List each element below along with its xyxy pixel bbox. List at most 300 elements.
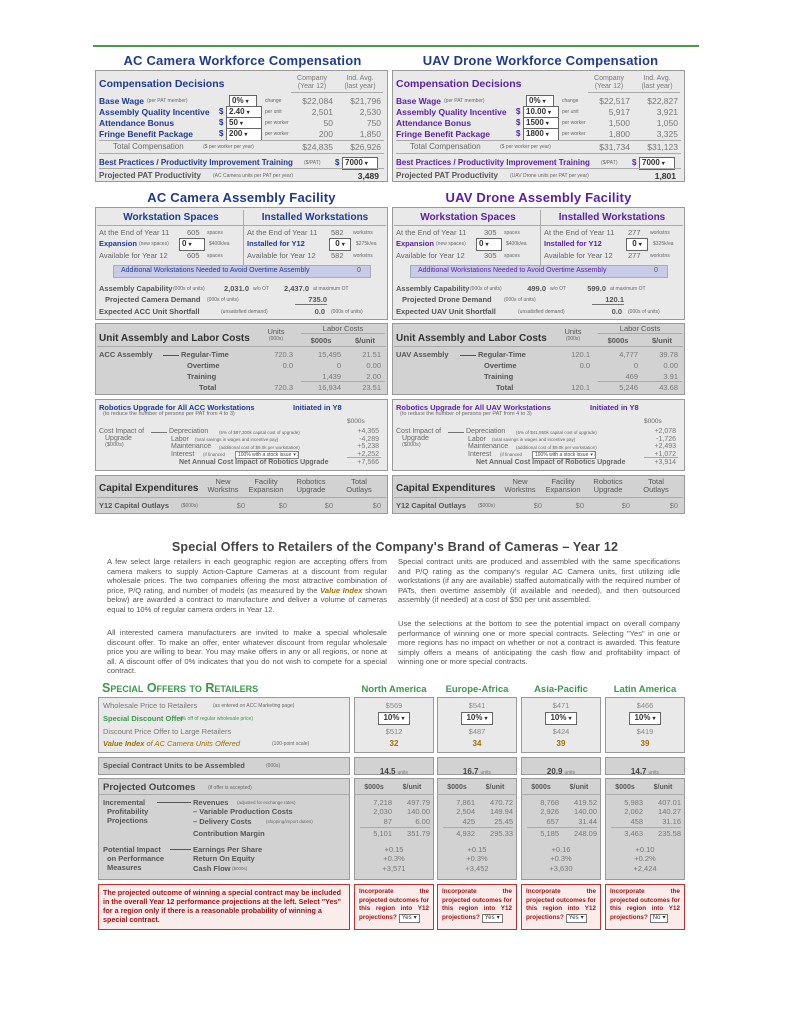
divider xyxy=(97,346,386,347)
acc-ppat-value: 3,489 xyxy=(357,171,379,181)
uav-rob-dep-val: +2,078 xyxy=(654,428,676,435)
acc-exp-input[interactable] xyxy=(179,238,205,251)
po-vpc-u: 149.94 xyxy=(490,807,513,816)
uav-labor-row-label: Regular-Time xyxy=(478,350,526,359)
acc-bp-input-value: 7000 xyxy=(345,158,363,167)
acc-ws-end-unit: spaces xyxy=(207,230,223,236)
acc-iw-title: Installed Workstations xyxy=(261,212,369,223)
incorporate-box-3 xyxy=(605,884,685,930)
uav-exp-label: Expansion xyxy=(396,239,434,248)
acc-rob-int-select[interactable] xyxy=(235,451,299,459)
sc-number: 14.7 xyxy=(630,767,647,776)
uav-col-industry: Ind. Avg. (last year) xyxy=(641,75,673,90)
incorporate-box-1 xyxy=(437,884,517,930)
po-u-h: $/unit xyxy=(485,784,505,791)
vi-term: Value Index xyxy=(103,739,145,748)
acc-short-unit: (000s of units) xyxy=(331,309,363,315)
uav-total-company: $31,734 xyxy=(599,142,630,152)
uav-comp-decisions-title: Compensation Decisions xyxy=(396,78,522,90)
uav-capex-val: $0 xyxy=(621,501,630,510)
acc-ws-avail-val: 605 xyxy=(187,251,200,260)
acc-capex-h4: Total Outlays xyxy=(346,477,372,494)
discount-select-1-value: 10% xyxy=(466,713,483,722)
acc-row-label: Base Wage xyxy=(99,96,145,106)
uav-row-label: Assembly Quality Incentive xyxy=(396,107,507,117)
uav-iw-cost: $325k/ea xyxy=(653,241,674,247)
incorporate-box-0 xyxy=(354,884,434,930)
sc-unit: units xyxy=(480,770,492,776)
vi-note: (100-point scale) xyxy=(272,741,310,747)
uav-row-unit: per unit xyxy=(562,109,579,115)
po-inc1: Incremental xyxy=(103,798,146,807)
acc-iw-inst-input[interactable] xyxy=(329,238,351,251)
po-inc3: Projections xyxy=(107,816,148,825)
uav-short-unit: (000s of units) xyxy=(628,309,660,315)
uav-capex-note: ($000s) xyxy=(478,503,495,509)
po-pi1: Potential Impact xyxy=(103,845,161,854)
sd-note: (% off of regular wholesale price) xyxy=(180,716,253,722)
acc-rob-mnt-val: +5,238 xyxy=(357,443,379,450)
uav-row-unit: per worker xyxy=(562,131,586,137)
po-cm-u: 235.58 xyxy=(658,829,681,838)
dollar-sign: $ xyxy=(219,107,224,116)
uav-ws-end-label: At the End of Year 11 xyxy=(396,228,467,237)
po-eps: Earnings Per Share xyxy=(193,845,263,854)
dollar-sign: $ xyxy=(335,158,340,167)
uav-row-note: (per PAT member) xyxy=(444,98,485,104)
acc-ppat-note: (AC Camera units per PAT per year) xyxy=(213,173,294,179)
po-dc-u: 31.44 xyxy=(578,817,597,826)
acc-labor-row-k: 0 xyxy=(336,361,341,370)
acc-cap-val-note: w/o OT xyxy=(253,286,270,292)
chevron-down-icon: ▾ xyxy=(246,110,250,116)
acc-rob-net: Net Annual Cost Impact of Robotics Upgrade xyxy=(179,459,329,466)
region-header: Europe-Africa xyxy=(445,684,509,695)
divider xyxy=(99,153,384,154)
dollar-sign: $ xyxy=(219,129,224,138)
chevron-down-icon: ▾ xyxy=(484,716,488,722)
po-u-h: $/unit xyxy=(653,784,673,791)
acc-cap-max-note: at maximum OT xyxy=(313,286,349,292)
po-roe-val: +0.3% xyxy=(466,854,488,863)
acc-row-label: Attendance Bonus xyxy=(99,118,175,128)
acc-iw-avail-val: 582 xyxy=(331,251,344,260)
sc-unit: units xyxy=(648,770,660,776)
uav-row-label: Attendance Bonus xyxy=(396,118,472,128)
uav-ws-avail-label: Available for Year 12 xyxy=(396,251,465,260)
po-rev-k: 5,983 xyxy=(624,798,643,807)
po-cm-k: 4,932 xyxy=(456,829,475,838)
connector-line xyxy=(448,432,464,433)
po-rev-k: 7,218 xyxy=(373,798,392,807)
uav-rob-init: Initiated in Y8 xyxy=(590,403,639,412)
wp-val: $471 xyxy=(552,701,570,710)
incorporate-select-value: No xyxy=(652,914,661,921)
acc-short-val: 0.0 xyxy=(314,307,325,316)
divider xyxy=(98,794,350,795)
uav-ppat-note: (UAV Drone units per PAT per year) xyxy=(510,173,589,179)
connector-line xyxy=(163,355,179,356)
po-dc-note: (shipping/import duties) xyxy=(266,819,313,824)
po-vpc-k: 2,504 xyxy=(456,807,475,816)
uav-labor-row-p: 0.00 xyxy=(663,361,678,370)
acc-ws-end-label: At the End of Year 11 xyxy=(99,228,170,237)
discount-select-0[interactable] xyxy=(378,712,410,725)
chevron-down-icon: ▾ xyxy=(401,716,405,722)
wp-note: (as entered on ACC Marketing page) xyxy=(213,703,295,709)
chevron-down-icon: ▾ xyxy=(638,242,642,248)
acc-labor-total-units: 720.3 xyxy=(274,383,293,392)
acc-rob-mnt-note: (additional cost of $9.0k per workstation) xyxy=(219,444,300,450)
po-roe-val: +0.2% xyxy=(634,854,656,863)
acc-iw-cost: $275k/ea xyxy=(356,241,377,247)
uav-rob-net: Net Annual Cost Impact of Robotics Upgrade xyxy=(476,459,626,466)
uav-ppat-label: Projected PAT Productivity xyxy=(396,171,498,180)
paren-close: ) xyxy=(594,451,596,457)
uav-row-industry: 1,050 xyxy=(656,118,678,128)
acc-labor-u-h: $/unit xyxy=(355,336,375,345)
region-header: Latin America xyxy=(613,684,677,695)
uav-rob-int-val: +1,072 xyxy=(654,450,676,458)
top-divider xyxy=(93,45,699,47)
acc-rob-int: Interest xyxy=(171,450,195,458)
acc-rob-dep-note: (5% of $87,300k capital cost of upgrade) xyxy=(219,429,300,435)
uav-labor-row-label: Training xyxy=(484,372,514,381)
vi-val: 39 xyxy=(556,739,566,748)
acc-labor-row-label: Regular-Time xyxy=(181,350,229,359)
dollar-sign: $ xyxy=(632,158,637,167)
acc-capex-h1: New Workstns xyxy=(207,477,239,494)
chevron-down-icon: ▾ xyxy=(364,161,368,167)
chevron-down-icon: ▾ xyxy=(244,132,248,138)
divider xyxy=(396,168,681,169)
acc-iw-inst-label: Installed for Y12 xyxy=(247,239,305,248)
uav-labor-row-p: 3.91 xyxy=(663,372,678,381)
incorporate-question: Incorporate the projected outcomes for this region into Y12 projections? xyxy=(610,888,680,921)
wp-label: Wholesale Price to Retailers xyxy=(103,701,198,710)
uav-iw-inst-input[interactable] xyxy=(626,238,648,251)
uav-capex-h2: Facility Expansion xyxy=(545,477,581,494)
po-u-h: $/unit xyxy=(569,784,589,791)
uav-iw-avail-unit: workstns xyxy=(650,253,670,259)
acc-demand-note: (000s of units) xyxy=(207,297,239,303)
acc-capex-h3: Robotics Upgrade xyxy=(296,477,326,494)
divider xyxy=(437,794,517,795)
dollar-sign: $ xyxy=(516,129,521,138)
incorporate-select-0[interactable] xyxy=(399,914,420,923)
acc-comp-decisions-title: Compensation Decisions xyxy=(99,78,225,90)
special-section-title: Special Offers to Retailers xyxy=(102,681,259,695)
po-dc-u: 25.45 xyxy=(494,817,513,826)
acc-ws-avail-unit: spaces xyxy=(207,253,223,259)
discount-select-2[interactable] xyxy=(545,712,577,725)
sc-val xyxy=(354,761,434,779)
acc-input-2-value: 50 xyxy=(229,118,238,127)
special-para-4: Use the selections at the bottom to see the potential impact on overall company performance of winning one or more special contracts. Selecting "Yes" in one or more regions has no impact on whether or not a contract is awarded. This feature simply offers a means of anticipating the cash flow and profitability impact of winning one or more special contracts. xyxy=(398,619,680,667)
po-cm-u: 295.33 xyxy=(490,829,513,838)
connector-line xyxy=(460,355,476,356)
value-index-term: Value Index xyxy=(320,585,363,595)
uav-iw-avail-val: 277 xyxy=(628,251,641,260)
po-rev-u: 470.72 xyxy=(490,798,513,807)
chevron-down-icon: ▾ xyxy=(548,110,552,116)
sc-unit: units xyxy=(397,770,409,776)
chevron-down-icon: ▾ xyxy=(245,99,249,105)
acc-rob-cost2: Upgrade xyxy=(105,435,132,442)
po-vpc-k: 2,926 xyxy=(540,807,559,816)
uav-short-val: 0.0 xyxy=(611,307,622,316)
sc-unit: units xyxy=(564,770,576,776)
incorporate-select-1[interactable] xyxy=(482,914,503,923)
acc-labor-row-k: 15,495 xyxy=(318,350,341,359)
discount-select-0-value: 10% xyxy=(383,713,400,722)
acc-rob-k-h: $000s xyxy=(347,418,365,425)
acc-capex-note: ($000s) xyxy=(181,503,198,509)
po-label: Projected Outcomes xyxy=(103,782,196,793)
divider xyxy=(243,210,244,266)
discount-select-3[interactable] xyxy=(629,712,661,725)
incorporate-select-value: Yes xyxy=(401,914,412,921)
uav-exp-note: (new spaces) xyxy=(436,241,466,247)
acc-iw-avail-unit: workstns xyxy=(353,253,373,259)
uav-labor-row-k: 0 xyxy=(633,361,638,370)
acc-iw-end-label: At the End of Year 11 xyxy=(247,228,318,237)
po-vpc-k: 2,030 xyxy=(373,807,392,816)
uav-facility-title: UAV Drone Assembly Facility xyxy=(445,190,632,205)
chevron-down-icon: ▾ xyxy=(580,914,584,921)
uav-rob-lab-note: (total savings in wages and incentive pay) xyxy=(492,437,576,442)
uav-labor-name: UAV Assembly xyxy=(396,350,449,359)
uav-labor-row-units: 0.0 xyxy=(579,361,590,370)
acc-cap-val: 2,031.0 xyxy=(223,284,249,293)
acc-total-industry: $26,926 xyxy=(350,142,381,152)
acc-ws-end-val: 605 xyxy=(187,228,200,237)
acc-row-unit: per worker xyxy=(265,120,289,126)
po-cm-k: 3,463 xyxy=(624,829,643,838)
acc-bp-label: Best Practices / Productivity Improvement Training xyxy=(99,158,293,167)
acc-capex-val: $0 xyxy=(278,501,287,510)
vi-val: 34 xyxy=(472,739,482,748)
divider xyxy=(97,225,386,226)
wp-val: $541 xyxy=(468,701,486,710)
po-vpc-u: 140.27 xyxy=(658,807,681,816)
incorporate-select-2[interactable] xyxy=(566,914,587,923)
sc-number: 16.7 xyxy=(462,767,479,776)
uav-col-company: Company (Year 12) xyxy=(594,75,624,90)
uav-ws-title: Workstation Spaces xyxy=(420,212,516,223)
acc-col-industry: Ind. Avg. (last year) xyxy=(344,75,376,90)
po-k-h: $000s xyxy=(364,784,384,791)
divider xyxy=(521,794,601,795)
po-dc-k: 425 xyxy=(462,817,475,826)
acc-row-industry: 750 xyxy=(366,118,381,128)
divider xyxy=(598,333,682,334)
wp-val: $466 xyxy=(636,701,654,710)
wp-val: $569 xyxy=(385,701,403,710)
acc-labor-row-label: Training xyxy=(187,372,217,381)
paren-close: ) xyxy=(297,451,299,457)
uav-demand-val: 120.1 xyxy=(592,295,624,305)
acc-rob-lab-note: (total savings in wages and incentive pay) xyxy=(195,437,279,442)
uav-bp-input-value: 7000 xyxy=(642,158,660,167)
po-eps-val: +0.15 xyxy=(384,845,404,854)
po-roe-val: +0.3% xyxy=(550,854,572,863)
uav-labor-units-h: Units xyxy=(564,327,582,336)
discount-select-3-value: 10% xyxy=(634,713,651,722)
divider xyxy=(588,92,680,93)
acc-demand-label: Projected Camera Demand xyxy=(105,295,201,304)
divider xyxy=(394,225,683,226)
po-cm-u: 248.09 xyxy=(574,829,597,838)
uav-rob-dep-note: (5% of $41,550k capital cost of upgrade) xyxy=(516,429,597,435)
acc-total-note: ($ per worker per year) xyxy=(203,144,254,150)
sc-val xyxy=(521,761,601,779)
uav-addl-label: Additional Workstations Needed to Avoid Overtime Assembly xyxy=(418,267,607,274)
po-roe-val: +0.3% xyxy=(383,854,405,863)
uav-exp-input[interactable] xyxy=(476,238,502,251)
chevron-down-icon: ▾ xyxy=(545,132,549,138)
uav-rob-int-select[interactable] xyxy=(532,451,596,459)
sc-number: 14.5 xyxy=(379,767,396,776)
acc-capex-val: $0 xyxy=(372,501,381,510)
uav-row-industry: 3,921 xyxy=(656,107,678,117)
chevron-down-icon: ▾ xyxy=(341,242,345,248)
acc-row-company: $22,084 xyxy=(302,96,333,106)
uav-rob-mnt-val: +2,493 xyxy=(654,443,676,450)
acc-labor-row-label: Overtime xyxy=(187,361,220,370)
acc-ws-avail-label: Available for Year 12 xyxy=(99,251,168,260)
uav-ws-avail-val: 305 xyxy=(484,251,497,260)
acc-addl-label: Additional Workstations Needed to Avoid Overtime Assembly xyxy=(121,267,310,274)
uav-iw-end-val: 277 xyxy=(628,228,641,237)
acc-row-company: 200 xyxy=(318,129,333,139)
po-inc2: Profitability xyxy=(107,807,149,816)
uav-capex-h3: Robotics Upgrade xyxy=(593,477,623,494)
connector-line xyxy=(170,849,191,850)
sc-val xyxy=(605,761,685,779)
uav-rob-sub: (to reduce the number of persons per PAT from 4 to 3) xyxy=(400,411,532,417)
uav-rob-int-select-value: 100% with a stock issue xyxy=(535,451,589,458)
uav-labor-row-label: Overtime xyxy=(484,361,517,370)
incorporate-select-3[interactable] xyxy=(650,914,669,923)
divider xyxy=(540,210,541,266)
uav-labor-title: Unit Assembly and Labor Costs xyxy=(396,333,547,344)
uav-input-3-value: 1800 xyxy=(526,129,544,138)
uav-capex-val: $0 xyxy=(575,501,584,510)
po-dc-k: 458 xyxy=(630,817,643,826)
uav-rob-cost3: ($000s) xyxy=(402,442,421,448)
acc-row-note: (per PAT member) xyxy=(147,98,188,104)
uav-labor-row-k: 469 xyxy=(625,372,638,381)
uav-total-note: ($ per worker per year) xyxy=(500,144,551,150)
uav-row-industry: $22,827 xyxy=(647,96,678,106)
uav-short-note: (unsatisfied demand) xyxy=(518,309,565,315)
uav-bp-label: Best Practices / Productivity Improvement Training xyxy=(396,158,590,167)
divider xyxy=(598,381,682,382)
uav-rob-int-note: (if financed xyxy=(500,452,523,457)
uav-rob-int: Interest xyxy=(468,450,492,458)
po-cf-val: +3,630 xyxy=(549,864,573,873)
po-rev-k: 7,861 xyxy=(456,798,475,807)
incorporate-question: Incorporate the projected outcomes for this region into Y12 projections? xyxy=(442,888,512,921)
uav-iw-title: Installed Workstations xyxy=(558,212,666,223)
uav-labor-row-p: 39.78 xyxy=(659,350,678,359)
uav-rob-net-val: +3,914 xyxy=(654,459,676,466)
divider xyxy=(394,346,683,347)
acc-rob-sub: (to reduce the number of persons per PAT from 4 to 3) xyxy=(103,411,235,417)
acc-labor-units-sub: (000s) xyxy=(268,336,284,342)
chevron-down-icon: ▾ xyxy=(496,914,500,921)
acc-rob-int-select-value: 100% with a stock issue xyxy=(238,451,292,458)
dollar-sign: $ xyxy=(516,118,521,127)
acc-rob-mnt: Maintenance xyxy=(171,443,212,450)
acc-input-0-value: 0% xyxy=(232,96,244,105)
acc-row-unit: per worker xyxy=(265,131,289,137)
acc-row-industry: $21,796 xyxy=(350,96,381,106)
uav-exp-cost: $400k/ea xyxy=(506,241,527,247)
uav-labor-row-k: 4,777 xyxy=(619,350,638,359)
uav-cap-note: (000s of units) xyxy=(470,286,502,292)
po-cm-k: 5,185 xyxy=(540,829,559,838)
uav-row-company: 5,917 xyxy=(608,107,630,117)
uav-cap-val-note: w/o OT xyxy=(550,286,567,292)
uav-row-label: Base Wage xyxy=(396,96,442,106)
divider xyxy=(527,827,597,828)
acc-rob-init: Initiated in Y8 xyxy=(293,403,342,412)
uav-total-industry: $31,123 xyxy=(647,142,678,152)
projection-note-text: The projected outcome of winning a special contract may be included in the overall Year 12 performance projections at the left. Select "Yes" for a region only if there is a reasonable probability of winning a special contract. xyxy=(103,888,342,924)
uav-row-industry: 3,325 xyxy=(656,129,678,139)
acc-labor-total-label: Total xyxy=(199,383,217,392)
discount-select-1[interactable] xyxy=(461,712,493,725)
acc-bp-note: ($/PAT) xyxy=(304,160,321,166)
vi-rest: of AC Camera Units Offered xyxy=(144,739,240,748)
uav-demand-note: (000s of units) xyxy=(504,297,536,303)
uav-row-company: $22,517 xyxy=(599,96,630,106)
uav-capex-title: Capital Expenditures xyxy=(396,483,496,494)
acc-labor-row-p: 0.00 xyxy=(366,361,381,370)
acc-labor-row-k: 1,439 xyxy=(322,372,341,381)
uav-exp-input-value: 0 xyxy=(479,239,484,248)
sd-label: Special Discount Offer xyxy=(103,714,184,723)
uav-addl-val: 0 xyxy=(654,267,658,274)
acc-facility-title: AC Camera Assembly Facility xyxy=(147,190,336,205)
divider xyxy=(396,153,681,154)
po-cf-val: +3,452 xyxy=(465,864,489,873)
po-vpc-k: 2,062 xyxy=(624,807,643,816)
po-u-h: $/unit xyxy=(402,784,422,791)
acc-rob-dep: Depreciation xyxy=(169,428,209,435)
uav-labor-units-sub: (000s) xyxy=(565,336,581,342)
acc-row-unit: change xyxy=(265,98,282,104)
divider xyxy=(301,333,385,334)
uav-rob-dep: Depreciation xyxy=(466,428,506,435)
uav-labor-total-label: Total xyxy=(496,383,514,392)
uav-labor-total-k: 5,246 xyxy=(619,383,638,392)
po-cm-u: 351.79 xyxy=(407,829,430,838)
po-note: (if offer is accepted) xyxy=(208,785,252,791)
discount-select-2-value: 10% xyxy=(550,713,567,722)
uav-labor-u-h: $/unit xyxy=(652,336,672,345)
acc-ws-title: Workstation Spaces xyxy=(123,212,219,223)
uav-rob-cost2: Upgrade xyxy=(402,435,429,442)
incorporate-select-value: Yes xyxy=(484,914,495,921)
divider xyxy=(360,827,430,828)
uav-cap-max-note: at maximum OT xyxy=(610,286,646,292)
po-rev-u: 407.01 xyxy=(658,798,681,807)
uav-demand-label: Projected Drone Demand xyxy=(402,295,492,304)
acc-exp-cost: $400k/ea xyxy=(209,241,230,247)
